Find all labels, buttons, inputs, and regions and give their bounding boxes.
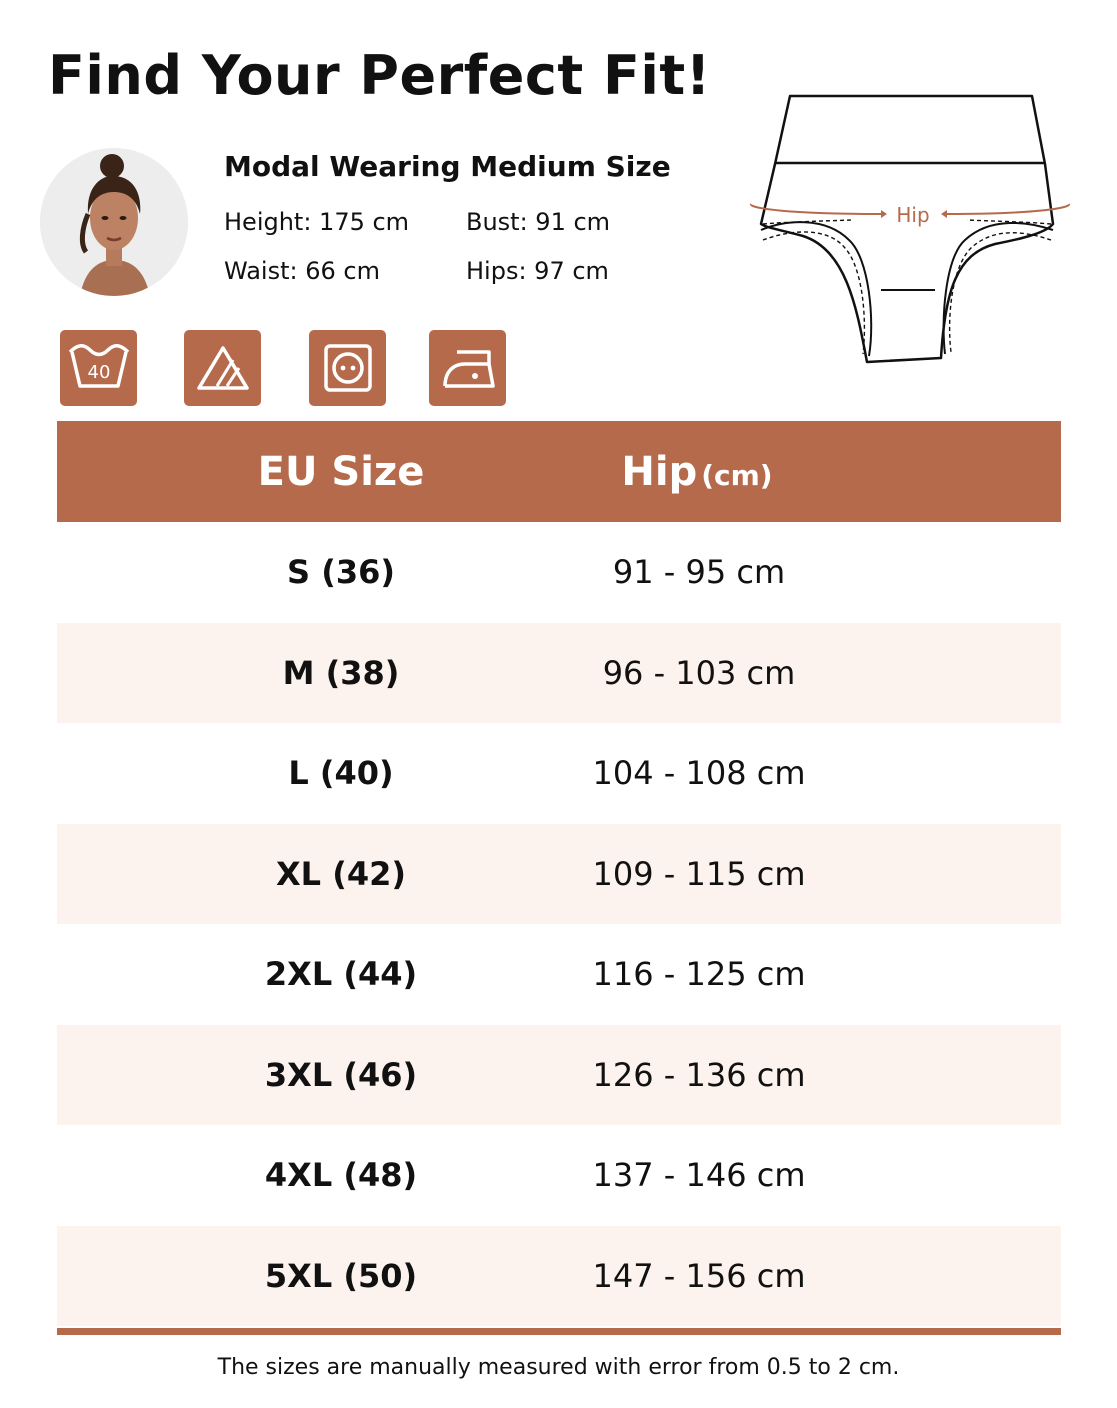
size-table	[57, 421, 1061, 1326]
model-avatar	[40, 148, 188, 296]
wash-temp-label: 40	[87, 362, 110, 383]
size-cell: S (36)	[287, 553, 395, 592]
iron-icon	[429, 330, 506, 406]
table-row	[57, 623, 1061, 724]
hip-cell: 96 - 103 cm	[602, 653, 796, 692]
table-row	[57, 1125, 1061, 1226]
size-cell: 3XL (46)	[264, 1055, 418, 1094]
size-cell: 5XL (50)	[264, 1256, 418, 1295]
model-height: Height: 175 cm	[224, 208, 410, 236]
model-heading: Modal Wearing Medium Size	[224, 150, 671, 183]
size-cell: M (38)	[282, 653, 400, 692]
table-row	[57, 1226, 1061, 1327]
hip-cell: 147 - 156 cm	[592, 1256, 806, 1295]
header-hip: Hip	[621, 448, 698, 495]
size-cell: 2XL (44)	[264, 955, 418, 994]
model-waist: Waist: 66 cm	[224, 257, 380, 285]
table-row	[57, 723, 1061, 824]
hip-cell: 116 - 125 cm	[592, 955, 806, 994]
garment-diagram-icon	[745, 90, 1075, 370]
table-bottom-rule	[57, 1328, 1061, 1335]
hip-cell: 91 - 95 cm	[612, 553, 786, 592]
size-cell: 4XL (48)	[264, 1156, 418, 1195]
diagram-hip-label: Hip	[896, 203, 930, 227]
header-hip-unit: (cm)	[701, 458, 773, 492]
size-cell: L (40)	[288, 754, 394, 793]
hip-cell: 104 - 108 cm	[592, 754, 806, 793]
table-row	[57, 522, 1061, 623]
table-row	[57, 1025, 1061, 1126]
bleach-icon	[184, 330, 261, 406]
model-bust: Bust: 91 cm	[466, 208, 611, 236]
page-title: Find Your Perfect Fit!	[48, 44, 711, 107]
table-row	[57, 824, 1061, 925]
table-row	[57, 924, 1061, 1025]
table-header	[57, 421, 1061, 522]
size-cell: XL (42)	[276, 854, 406, 893]
wash-40-icon	[60, 330, 137, 406]
hip-cell: 126 - 136 cm	[592, 1055, 806, 1094]
tumble-dry-icon	[309, 330, 386, 406]
model-hips: Hips: 97 cm	[466, 257, 609, 285]
measurement-note: The sizes are manually measured with error from 0.5 to 2 cm.	[217, 1355, 900, 1380]
hip-cell: 137 - 146 cm	[592, 1156, 806, 1195]
hip-cell: 109 - 115 cm	[592, 854, 806, 893]
header-eu-size: EU Size	[257, 448, 425, 495]
